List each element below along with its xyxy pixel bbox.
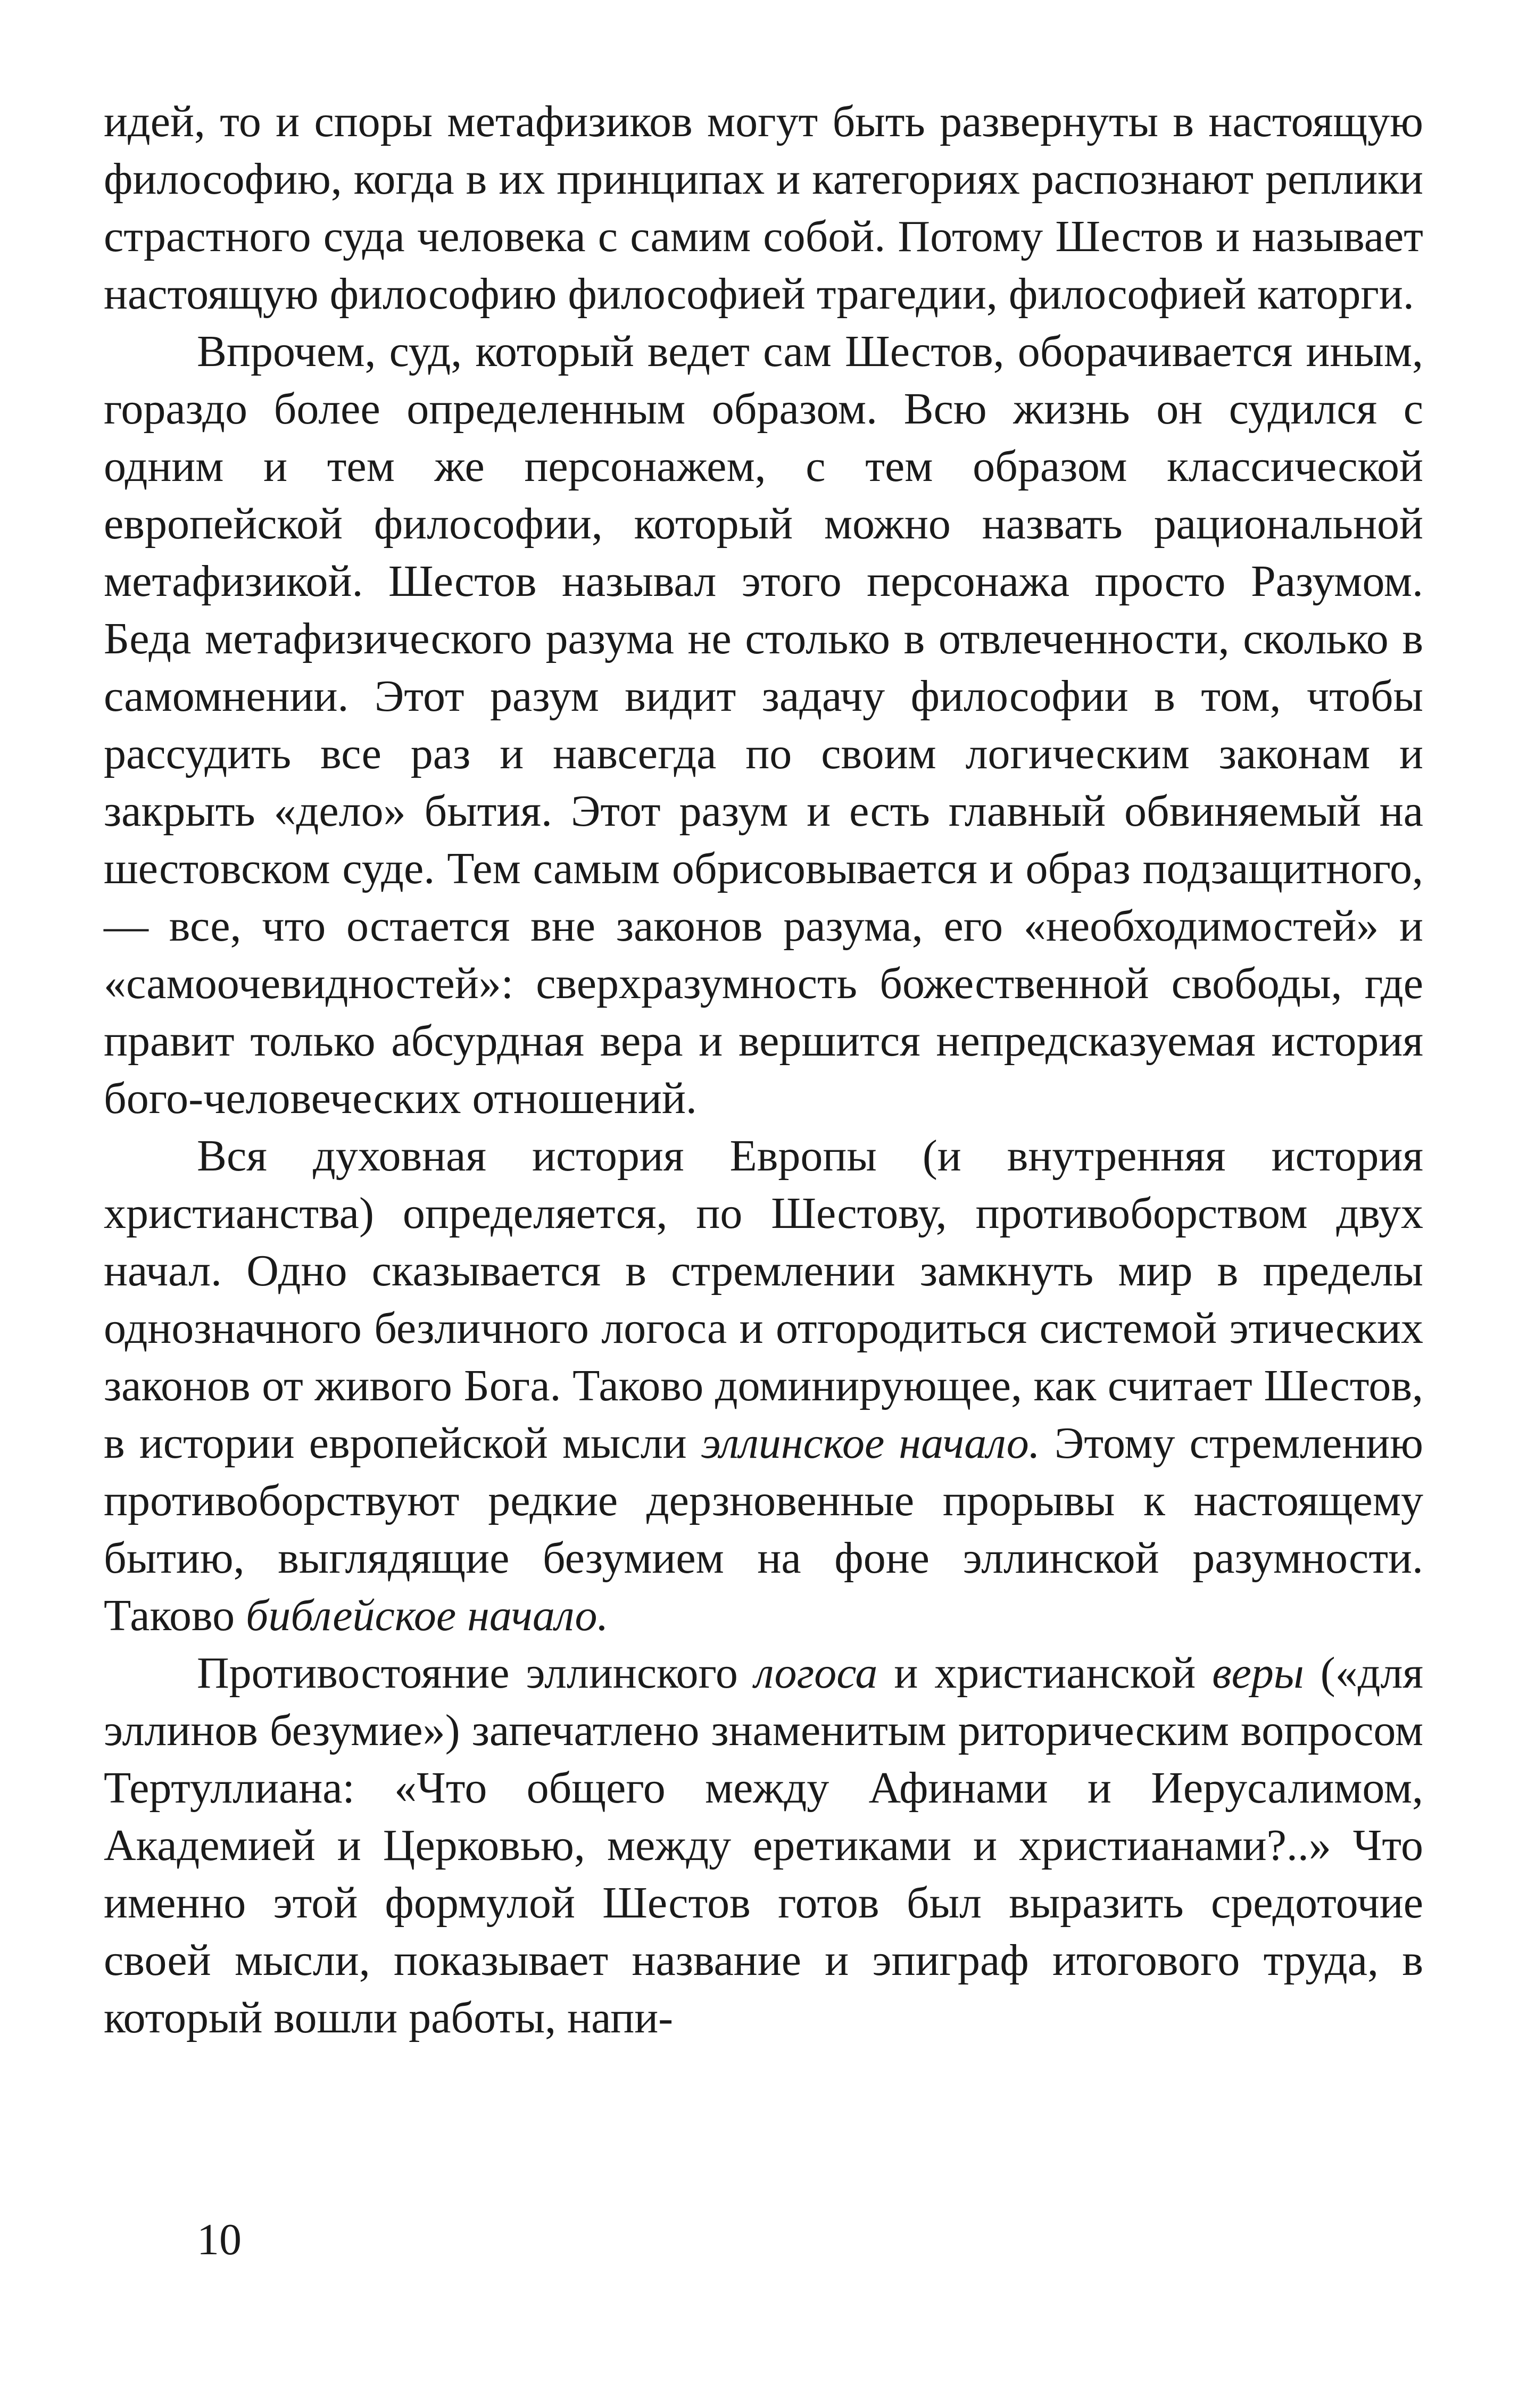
paragraph-2-text: Впрочем, суд, который ведет сам Шестов, оборачивается иным, гораздо более определенным образом. Всю жизнь он судился с одним и тем же персонажем, с тем образом классической европейской философии, который можно назвать рациональной метафизикой. Шестов называл этого персонажа просто Разумом. Беда метафизического разума не столько в отвлеченности, сколько в самомнении. Этот разум видит задачу философии в том, чтобы рассудить все раз и навсегда по своим логическим законам и закрыть «дело» бытия. Этот разум и есть главный обвиняемый на шестовском суде. Тем самым обрисовывается и образ подзащитного, — все, что остается вне законов разума, его «необходимостей» и «самоочевидностей»: сверхразумность божественной свободы, где правит только абсурдная вера и вершится непредсказуемая история бого-человеческих отношений.: [104, 327, 1423, 1123]
paragraph-4: [104, 1645, 1423, 2047]
paragraph-4-text-b: и христианской: [877, 1648, 1213, 1698]
page-number: 10: [197, 2215, 242, 2264]
paragraph-2: [104, 323, 1423, 1127]
paragraph-3-text-b: Этому стремлению противоборствуют редкие дерзновенные прорывы к настоящему бытию, выглядящие безумием на фоне эллинской разумности. Таково: [104, 1418, 1423, 1640]
paragraph-3: [104, 1127, 1423, 1645]
page-body: [104, 93, 1423, 2047]
paragraph-1: [104, 93, 1423, 323]
biblical-principle-term: библейское начало.: [246, 1591, 609, 1640]
logos-term: логоса: [754, 1648, 878, 1698]
paragraph-4-text-a: Противостояние эллинского: [197, 1648, 754, 1698]
paragraph-4-text-c: («для эллинов безумие») запечатлено знаменитым риторическим вопросом Тертуллиана: «Что общего между Афинами и Иерусалимом, Академией и Церковью, между еретиками и христианами?..» Что именно этой формулой Шестов готов был выразить средоточие своей мысли, показывает название и эпиграф итогового труда, в который вошли работы, напи-: [104, 1648, 1423, 2042]
paragraph-1-text: идей, то и споры метафизиков могут быть развернуты в настоящую философию, когда в их принципах и категориях распознают реплики страстного суда человека с самим собой. Потому Шестов и называет настоящую философию философией трагедии, философией каторги.: [104, 97, 1423, 319]
faith-term: веры: [1212, 1648, 1304, 1698]
paragraph-3-text-a: Вся духовная история Европы (и внутренняя история христианства) определяется, по Шестову, противоборством двух начал. Одно сказывается в стремлении замкнуть мир в пределы однозначного безличного логоса и отгородиться системой этических законов от живого Бога. Таково доминирующее, как считает Шестов, в истории европейской мысли: [104, 1131, 1423, 1468]
hellenic-principle-term: эллинское начало.: [701, 1418, 1040, 1468]
